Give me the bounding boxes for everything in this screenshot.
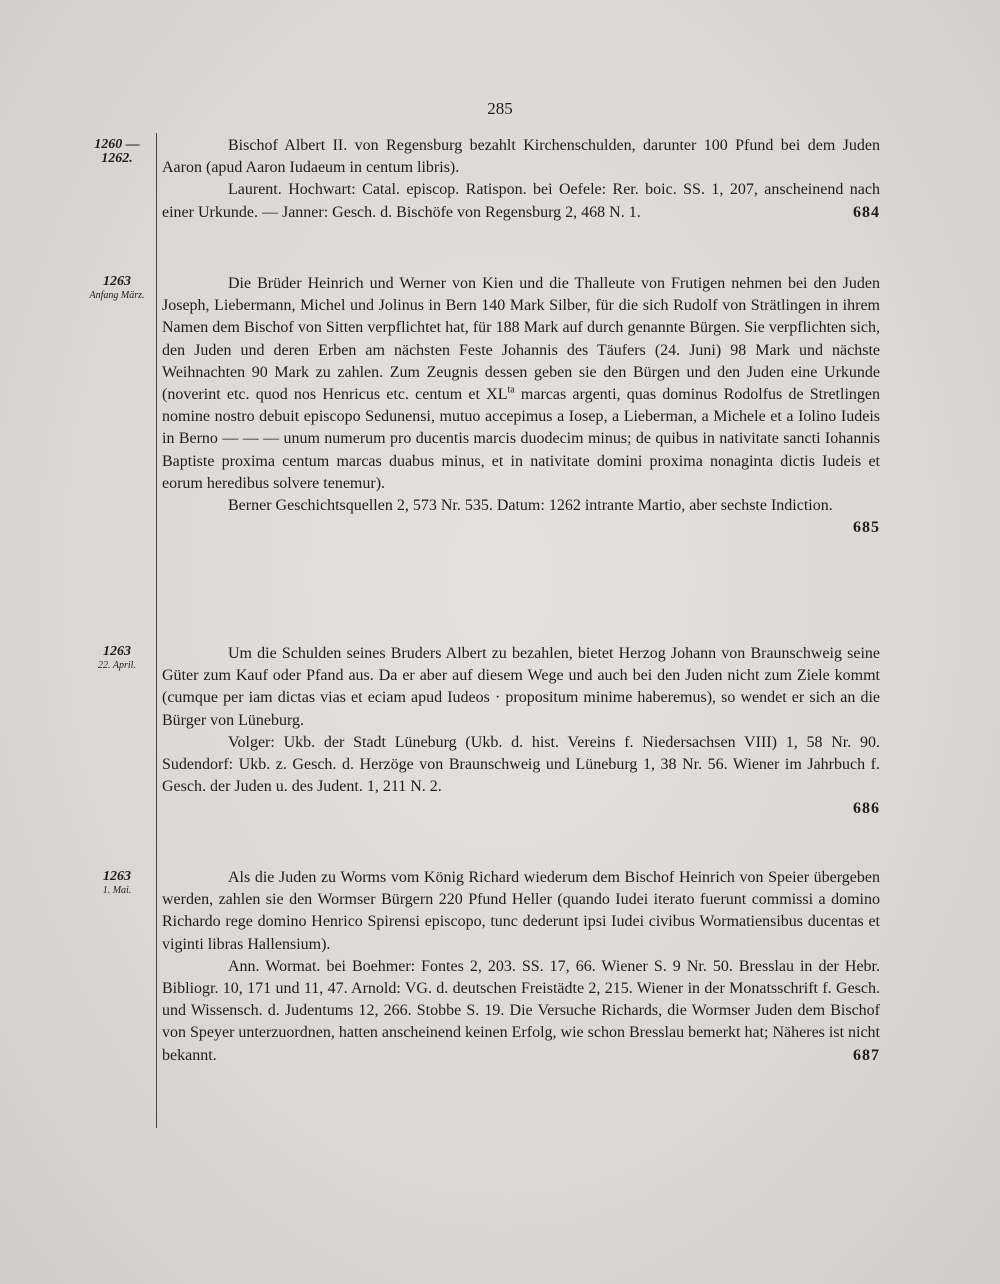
superscript: ta <box>507 384 515 396</box>
margin-date-684 <box>82 138 152 166</box>
entry-source: Berner Geschichtsquellen 2, 573 Nr. 535. Datum: 1262 intrante Martio, aber sechste Indiction. 685 <box>162 495 880 517</box>
entry-687 <box>162 867 880 1067</box>
margin-date-687 <box>82 870 152 896</box>
entry-source: Laurent. Hochwart: Catal. episcop. Ratispon. bei Oefele: Rer. boic. SS. 1, 207, anscheinend nach einer Urkunde. — Janner: Gesch. d. Bischöfe von Regensburg 2, 468 N. 1. 684 <box>162 179 880 223</box>
margin-date-686 <box>82 645 152 671</box>
entry-date: Anfang März. <box>89 290 145 301</box>
entry-source: Ann. Wormat. bei Boehmer: Fontes 2, 203. SS. 17, 66. Wiener S. 9 Nr. 50. Bresslau in der Hebr. Bibliogr. 10, 171 und 11, 47. Arnold: VG. d. deutschen Freistädte 2, 215. Wiener in der Monatsschrift f. Gesch. und Wissensch. d. Judentums 12, 266. Stobbe S. 19. Die Versuche Richards, die Wormser Juden dem Bischof von Speyer unterzuordnen, hatten anscheinend keinen Erfolg, wie schon Bresslau bemerkt hat; Näheres ist nicht bekannt. 687 <box>162 956 880 1067</box>
entry-number: 686 <box>853 800 880 818</box>
entry-text: Bischof Albert II. von Regensburg bezahlt Kirchenschulden, darunter 100 Pfund bei dem Juden Aaron (apud Aaron Iudaeum in centum libris). <box>162 137 880 177</box>
entry-year: 1263 <box>103 869 131 884</box>
entry-686 <box>162 643 880 821</box>
entry-number: 687 <box>853 1046 880 1064</box>
entry-text: Als die Juden zu Worms vom König Richard wiederum dem Bischof Heinrich von Speier übergeben werden, zahlen sie den Wormser Bürgern 220 Pfund Heller (quando Iudei iterato fuerunt commissi a domino Richardo rege domino Henrico Spirensi episcopo, tunc dederunt ipsi Iudei civibus Wormatiensibus ducentas et viginti libras Hallensium). <box>162 869 880 953</box>
entry-685 <box>162 273 880 539</box>
margin-rule <box>156 133 157 1128</box>
entry-source: Volger: Ukb. der Stadt Lüneburg (Ukb. d. hist. Vereins f. Niedersachsen VIII) 1, 58 Nr. 90. Sudendorf: Ukb. z. Gesch. d. Herzöge von Braunschweig und Lüneburg 1, 38 Nr. 56. Wiener im Jahrbuch f. Gesch. der Juden u. des Judent. 1, 211 N. 2. <box>162 733 880 796</box>
entry-number: 685 <box>853 519 880 537</box>
entry-text: Um die Schulden seines Bruders Albert zu bezahlen, bietet Herzog Johann von Braunschweig seine Güter zum Kauf oder Pfand aus. Da er aber auf diesem Wege und auch bei den Juden nicht zum Ziele kommt (cumque per iam dictas vias et eciam apud Iudeos · propositum minime haberemus), so wendet er sich an die Bürger von Lüneburg. <box>162 645 880 729</box>
page-number: 285 <box>487 99 513 118</box>
entry-684 <box>162 135 880 224</box>
entry-year: 1263 <box>103 644 131 659</box>
entry-number: 684 <box>853 203 880 221</box>
entry-year: 1263 <box>103 274 131 289</box>
entry-text: Die Brüder Heinrich und Werner von Kien und die Thalleute von Frutigen nehmen bei den Juden Joseph, Liebermann, Michel und Jolinus in Bern 140 Mark Silber, für die sich Rudolf von Strätlingen in ihrem Namen dem Bischof von Sitten verpflichtet hat, für 188 Mark auf durch genannte Bürgen. Sie verpflichten sich, den Juden und deren Erben am nächsten Feste Johannis des Täufers (24. Juni) 98 Mark und nächste Weihnachten 90 Mark zu zahlen. Zum Zeugnis dessen geben sie den Bürgen und den Juden eine Urkunde (noverint etc. quod nos Henricus etc. centum et $XL^{ta}$ marcas argenti, quas dominus Rodolfus de Stretlingen nomine nostro debuit episcopo Sedunensi, mutuo accepimus a Iosep, a Lieberman, a Michele et a Iolino Iudeis in Berno — — — unum numerum pro ducentis marcis duodecim minus; de quibus in nativitate sancti Iohannis Baptiste proxima centum marcas duabus minus, et in nativitate domini proxima nonaginta dictis Iudeis et eorum heredibus solvere tenemur). <box>162 275 880 492</box>
entry-year: 1260 —1262. <box>94 137 140 166</box>
entry-date: 1. Mai. <box>102 885 132 896</box>
margin-date-685 <box>82 275 152 301</box>
entry-date: 22. April. <box>98 660 136 671</box>
